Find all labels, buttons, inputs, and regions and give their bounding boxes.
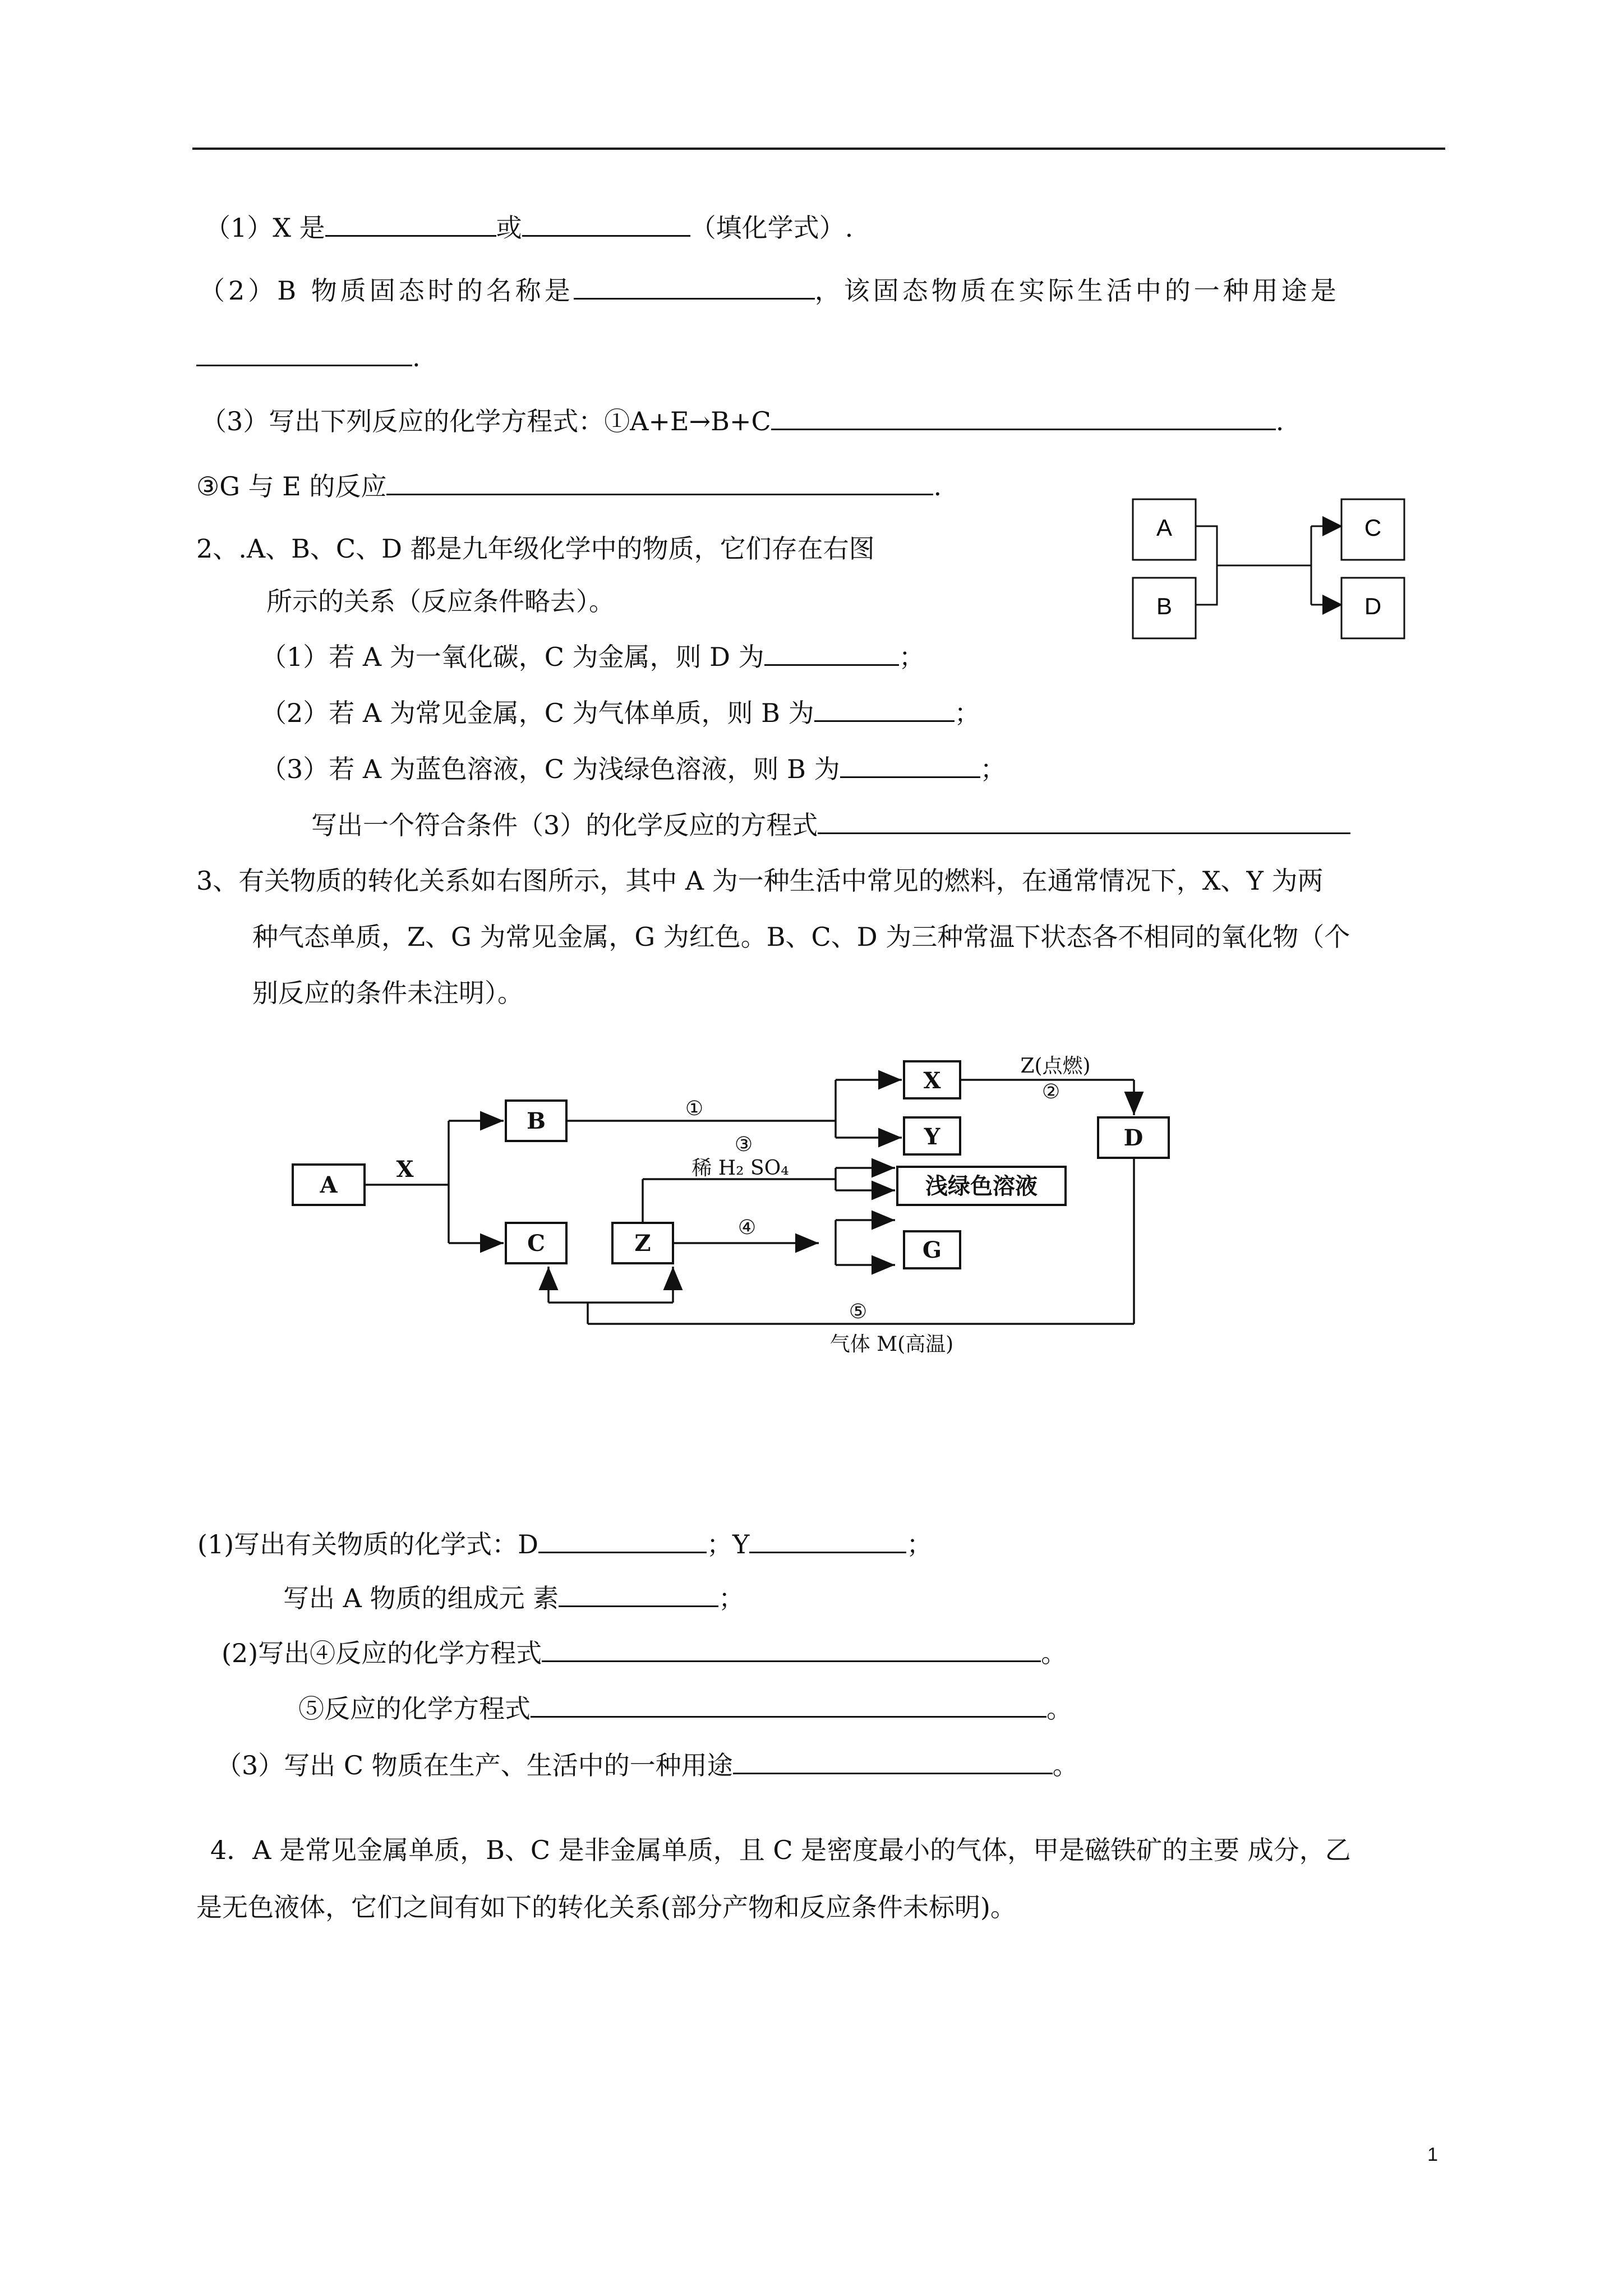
answer-blank[interactable]	[325, 210, 496, 237]
reaction-4: ④	[737, 1216, 757, 1239]
label-z-ignite: Z(点燃)	[1020, 1055, 1091, 1078]
q2-sub2: （2）若 A 为常见金属，C 为气体单质，则 B 为 ；	[261, 696, 980, 730]
q2-relation-diagram	[1122, 494, 1413, 645]
reaction-3: ③	[734, 1133, 753, 1156]
answer-blank[interactable]	[522, 210, 690, 237]
answer-blank[interactable]	[386, 469, 933, 495]
reaction-2: ②	[1041, 1080, 1061, 1103]
answer-blank[interactable]	[818, 808, 1350, 834]
q3-part3: （3）写出 C 物质在生产、生活中的一种用途 。	[216, 1748, 1078, 1782]
answer-blank[interactable]	[559, 1581, 718, 1607]
q2-equation: 写出一个符合条件（3）的化学反应的方程式	[311, 808, 1350, 842]
answer-blank[interactable]	[196, 340, 412, 366]
q3-part2-b: ⑤反应的化学方程式 。	[298, 1691, 1072, 1726]
label-c: C	[1364, 514, 1382, 541]
answer-blank[interactable]	[840, 752, 980, 778]
label-solution: 浅绿色溶液	[925, 1173, 1038, 1199]
label-b: B	[527, 1108, 546, 1134]
answer-blank[interactable]	[771, 404, 1276, 430]
reaction-5: ⑤	[849, 1300, 868, 1323]
q3-stem-3: 别反应的条件未注明）。	[252, 978, 523, 1008]
label-d: D	[1364, 593, 1382, 619]
q2-sub1: （1）若 A 为一氧化碳，C 为金属，则 D 为 ；	[261, 639, 925, 674]
answer-blank[interactable]	[749, 1527, 906, 1553]
page-number: 1	[1427, 2144, 1438, 2165]
label-d: D	[1123, 1125, 1144, 1151]
label-x: X	[923, 1068, 941, 1094]
answer-blank[interactable]	[733, 1748, 1053, 1774]
q3-stem-1: 3、有关物质的转化关系如右图所示，其中 A 为一种生活中常见的燃料，在通常情况下，X、Y 为两	[196, 866, 1324, 896]
q2-stem-2: 所示的关系（反应条件略去）。	[266, 586, 615, 616]
reaction-1: ①	[685, 1097, 704, 1120]
q1-part2-cont: .	[196, 340, 421, 374]
q3-part1: (1)写出有关物质的化学式：D ；Y ；	[197, 1527, 932, 1561]
label-g: G	[922, 1237, 942, 1263]
label-a: A	[320, 1172, 338, 1198]
label-gas-m: 气体 M(高温)	[829, 1333, 954, 1356]
label-a: A	[1156, 514, 1173, 541]
q3-stem-2: 种气态单质，Z、G 为常见金属，G 为红色。B、C、D 为三种常温下状态各不相同的氧化物（个	[252, 922, 1350, 952]
q1-part2: （2）B 物质固态时的名称是 ，该固态物质在实际生活中的一种用途是	[199, 273, 1340, 307]
label-x-arrow: X	[396, 1156, 414, 1182]
answer-blank[interactable]	[814, 696, 955, 722]
answer-blank[interactable]	[542, 1636, 1041, 1662]
q2-stem-1: 2、.A、B、C、D 都是九年级化学中的物质，它们存在右图	[196, 533, 875, 564]
label-z: Z	[634, 1230, 651, 1257]
answer-blank[interactable]	[574, 273, 815, 300]
answer-blank[interactable]	[538, 1527, 707, 1553]
answer-blank[interactable]	[764, 639, 899, 666]
q1-part1: （1）X 是 或 （填化学式）.	[205, 210, 853, 245]
answer-blank[interactable]	[531, 1691, 1046, 1718]
label-y: Y	[924, 1124, 940, 1150]
q4-stem-2: 是无色液体，它们之间有如下的转化关系(部分产物和反应条件未标明)。	[196, 1892, 1016, 1922]
q3-flow-diagram	[280, 1049, 1189, 1363]
label-b: B	[1156, 593, 1173, 619]
header-rule	[192, 148, 1445, 150]
q3-part2: (2)写出④反应的化学方程式 。	[222, 1636, 1067, 1670]
label-c: C	[527, 1230, 545, 1257]
q1-part3: （3）写出下列反应的化学方程式：①A+E→B+C .	[201, 404, 1284, 438]
q4-stem-1: 4．A 是常见金属单质，B、C 是非金属单质，且 C 是密度最小的气体，甲是磁铁矿的主要 成分，乙	[210, 1835, 1351, 1865]
q2-sub3: （3）若 A 为蓝色溶液，C 为浅绿色溶液，则 B 为 ；	[261, 752, 1006, 786]
q3-part1-b: 写出 A 物质的组成元 素 ；	[283, 1581, 744, 1615]
q1-part3-b: ③G 与 E 的反应 .	[196, 469, 942, 503]
label-acid: 稀 H₂ SO₄	[691, 1157, 789, 1180]
